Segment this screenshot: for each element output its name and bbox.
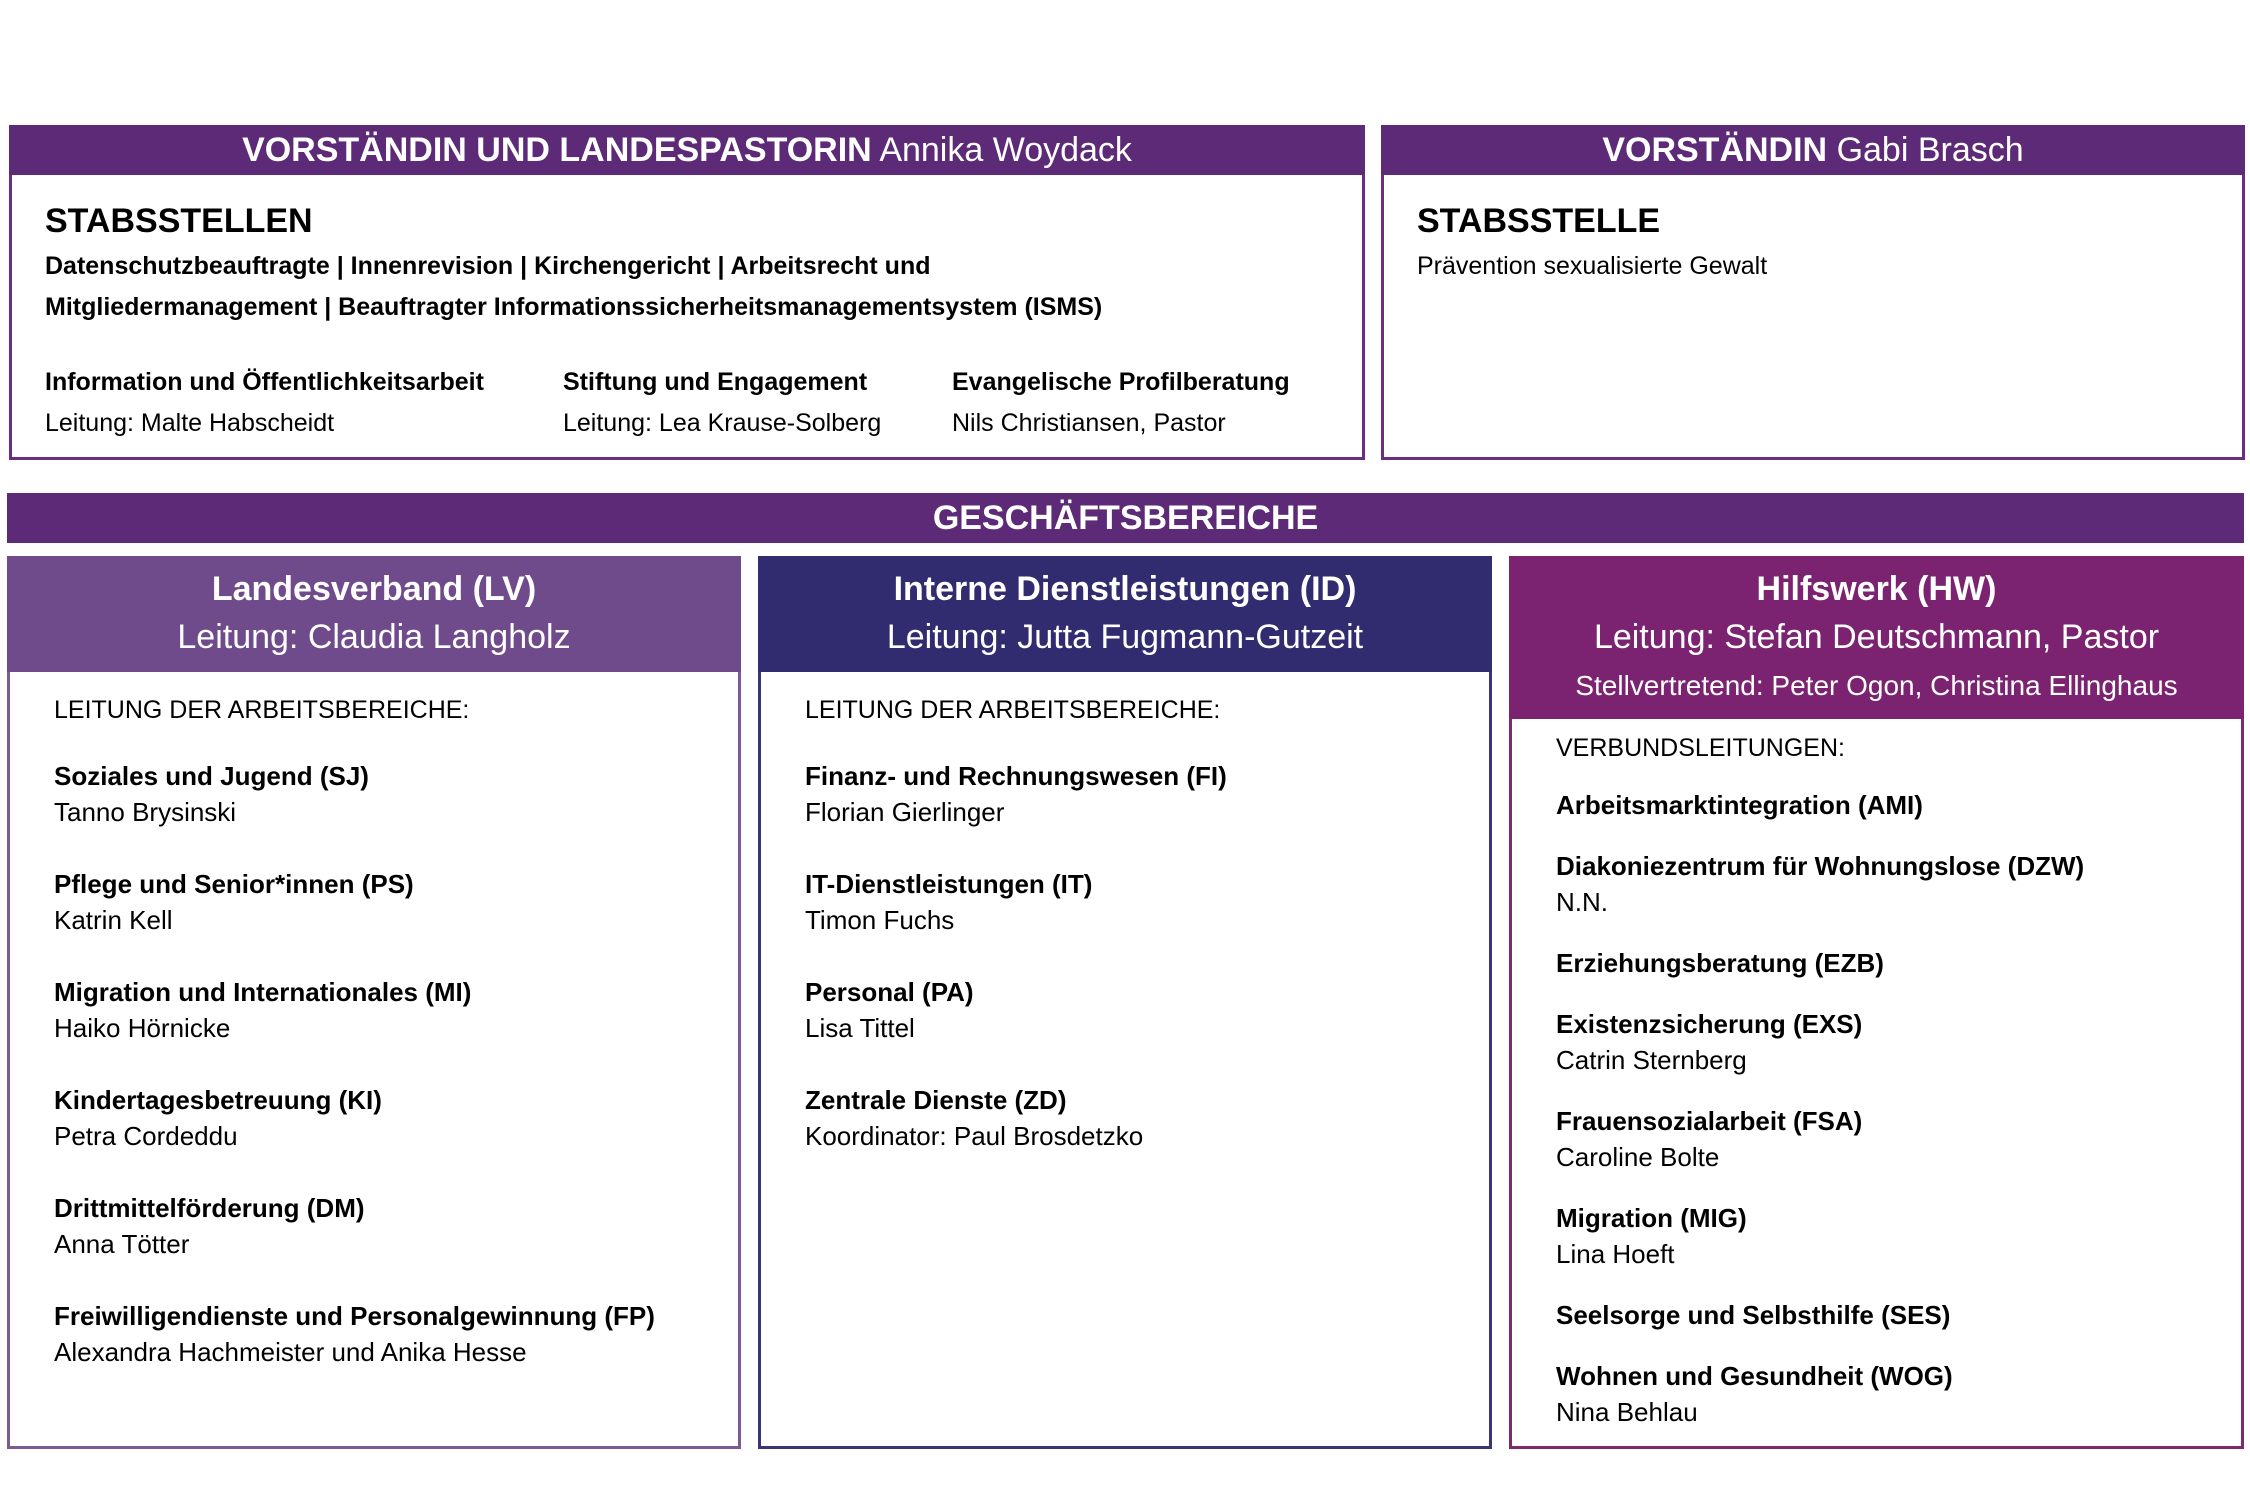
- list-item: [805, 866, 1092, 938]
- board-box-landespastorin: [9, 125, 1365, 460]
- entry-person: Florian Gierlinger: [805, 797, 1005, 827]
- staff-units-line-1: Datenschutzbeauftragte | Innenrevision | Kirchengericht | Arbeitsrecht und: [45, 252, 931, 280]
- board-title-person: Annika Woydack: [879, 131, 1132, 169]
- list-item: [805, 1082, 1143, 1154]
- list-item: [54, 866, 414, 938]
- entry-person: Nina Behlau: [1556, 1397, 1698, 1427]
- entry-name: Pflege und Senior*innen (PS): [54, 869, 414, 899]
- entry-name: Erziehungsberatung (EZB): [1556, 948, 1884, 978]
- list-item: [54, 758, 369, 830]
- staff-units-line-2: Mitgliedermanagement | Beauftragter Informationssicherheitsmanagementsystem (ISMS): [45, 293, 1103, 321]
- division-header: [758, 556, 1492, 672]
- entry-name: Zentrale Dienste (ZD): [805, 1085, 1067, 1115]
- list-item: [1556, 1297, 1950, 1333]
- entry-name: Finanz- und Rechnungswesen (FI): [805, 761, 1227, 791]
- division-deputy: Stellvertretend: Peter Ogon, Christina Ellinghaus: [1575, 670, 2178, 701]
- board-title-person: Gabi Brasch: [1836, 131, 2024, 169]
- entry-person: Lisa Tittel: [805, 1013, 915, 1043]
- list-item: [1556, 945, 1884, 981]
- list-item: [805, 974, 974, 1046]
- division-hilfswerk: [1509, 556, 2244, 1449]
- division-caption: LEITUNG DER ARBEITSBEREICHE:: [54, 696, 470, 724]
- list-item: [1556, 1103, 1862, 1175]
- board-box-vorstaendin: [1381, 125, 2245, 460]
- staff-unit-title: STABSSTELLE: [1417, 202, 1661, 240]
- entry-name: Migration (MIG): [1556, 1203, 1747, 1233]
- list-item: [54, 974, 471, 1046]
- entry-name: Drittmittelförderung (DM): [54, 1193, 365, 1223]
- unit-lead: Leitung: Malte Habscheidt: [45, 409, 335, 437]
- staff-unit-text: Prävention sexualisierte Gewalt: [1417, 252, 1768, 280]
- entry-name: Existenzsicherung (EXS): [1556, 1009, 1863, 1039]
- list-item: [1556, 848, 2084, 920]
- entry-name: Freiwilligendienste und Personalgewinnung (FP): [54, 1301, 655, 1331]
- entry-name: Migration und Internationales (MI): [54, 977, 472, 1007]
- board-header-landespastorin: [9, 125, 1365, 175]
- board-header-vorstaendin: [1381, 125, 2245, 175]
- list-item: [1556, 1358, 1953, 1430]
- entry-person: Lina Hoeft: [1556, 1239, 1675, 1269]
- division-title: Hilfswerk (HW): [1756, 570, 1997, 608]
- entry-person: Timon Fuchs: [805, 905, 955, 935]
- division-header: [1509, 556, 2244, 719]
- entry-name: Wohnen und Gesundheit (WOG): [1556, 1361, 1953, 1391]
- list-item: [1556, 787, 1923, 823]
- division-lead: Leitung: Stefan Deutschmann, Pastor: [1593, 618, 2160, 656]
- division-interne-dienstleistungen: [758, 556, 1492, 1449]
- list-item: [54, 1190, 365, 1262]
- unit-name: Stiftung und Engagement: [563, 368, 868, 396]
- unit-lead: Leitung: Lea Krause-Solberg: [563, 409, 882, 437]
- division-header: [7, 556, 741, 672]
- entry-person: N.N.: [1556, 887, 1608, 917]
- unit-name: Information und Öffentlichkeitsarbeit: [45, 368, 484, 396]
- entry-name: IT-Dienstleistungen (IT): [805, 869, 1093, 899]
- entry-name: Soziales und Jugend (SJ): [54, 761, 369, 791]
- division-lead: Leitung: Jutta Fugmann-Gutzeit: [886, 618, 1364, 656]
- entry-person: Caroline Bolte: [1556, 1142, 1720, 1172]
- entry-person: Haiko Hörnicke: [54, 1013, 231, 1043]
- entry-person: Koordinator: Paul Brosdetzko: [805, 1121, 1144, 1151]
- division-caption: LEITUNG DER ARBEITSBEREICHE:: [805, 696, 1221, 724]
- entry-person: Petra Cordeddu: [54, 1121, 238, 1151]
- list-item: [1556, 1200, 1747, 1272]
- division-lead: Leitung: Claudia Langholz: [177, 618, 571, 656]
- entry-name: Kindertagesbetreuung (KI): [54, 1085, 382, 1115]
- unit-lead: Nils Christiansen, Pastor: [952, 409, 1226, 437]
- entry-person: Catrin Sternberg: [1556, 1045, 1747, 1075]
- list-item: [1556, 1006, 1862, 1078]
- list-item: [54, 1082, 382, 1154]
- division-caption: VERBUNDSLEITUNGEN:: [1556, 734, 1845, 762]
- entry-person: Anna Tötter: [54, 1229, 190, 1259]
- entry-name: Frauensozialarbeit (FSA): [1556, 1106, 1863, 1136]
- division-landesverband: [7, 556, 741, 1449]
- entry-name: Seelsorge und Selbsthilfe (SES): [1556, 1300, 1951, 1330]
- division-title: Landesverband (LV): [211, 570, 537, 608]
- divisions-title: GESCHÄFTSBEREICHE: [7, 493, 2244, 543]
- board-title-role: VORSTÄNDIN: [1602, 131, 1828, 169]
- unit-name: Evangelische Profilberatung: [952, 368, 1290, 396]
- board-title-role: VORSTÄNDIN UND LANDESPASTORIN: [242, 131, 872, 169]
- entry-person: Tanno Brysinski: [54, 797, 237, 827]
- entry-person: Alexandra Hachmeister und Anika Hesse: [54, 1337, 527, 1367]
- entry-name: Arbeitsmarktintegration (AMI): [1556, 790, 1923, 820]
- entry-name: Personal (PA): [805, 977, 974, 1007]
- division-title: Interne Dienstleistungen (ID): [893, 570, 1357, 608]
- entry-name: Diakoniezentrum für Wohnungslose (DZW): [1556, 851, 2085, 881]
- list-item: [54, 1298, 655, 1370]
- list-item: [805, 758, 1227, 830]
- staff-units-title: STABSSTELLEN: [45, 202, 313, 240]
- entry-person: Katrin Kell: [54, 905, 173, 935]
